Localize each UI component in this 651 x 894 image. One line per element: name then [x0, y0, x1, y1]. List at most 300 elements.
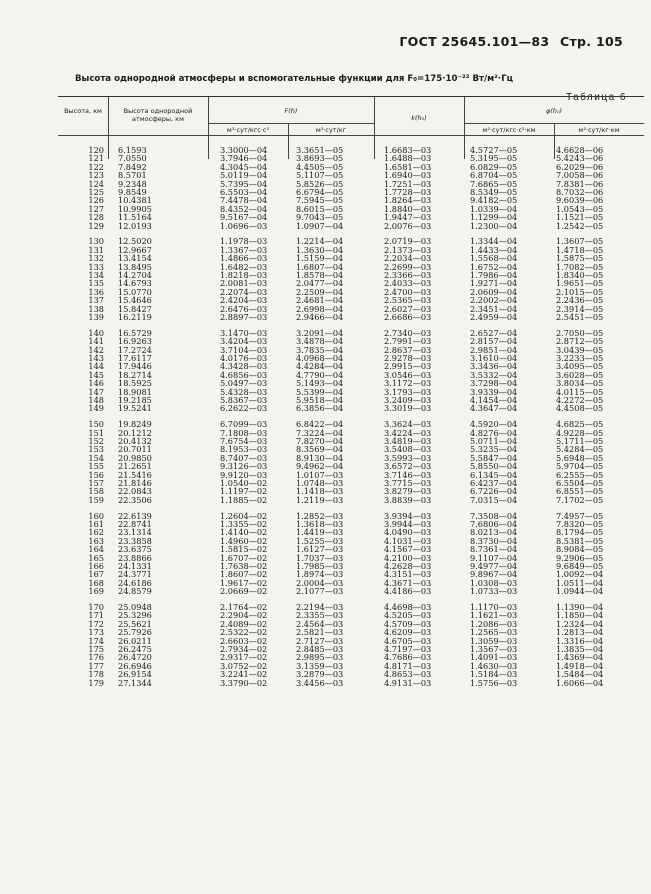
table-cell: 7.1702—05: [556, 494, 604, 505]
table-cell: 2.6686—03: [384, 311, 432, 322]
table-cell: 2.8712—05: [556, 336, 604, 347]
col-phi-unit2: м³·сут/кг·км: [578, 126, 620, 134]
table-cell: 7.8320—05: [556, 519, 604, 530]
table-cell: 7.0315—04: [470, 494, 518, 505]
table-cell: 3.5408—03: [384, 444, 432, 455]
table-cell: 1.9447—03: [384, 212, 432, 223]
table-cell: 2.2034—03: [384, 253, 432, 264]
table-cell: 5.4243—06: [556, 153, 604, 164]
table-cell: 4.0115—05: [556, 386, 604, 397]
table-cell: 4.9131—03: [384, 677, 432, 688]
table-cell: 3.3624—03: [384, 419, 432, 430]
table-cell: 26.2475: [118, 643, 152, 654]
table-cell: 1.4866—03: [220, 253, 268, 264]
table-cell: 1.0543—05: [556, 203, 604, 214]
table-cell: 3.1470—03: [220, 327, 268, 338]
table-cell: 124: [88, 178, 104, 189]
table-cell: 5.9518—04: [296, 394, 344, 405]
table-cell: 6.2622—03: [220, 403, 268, 414]
page-header: [393, 34, 623, 49]
table-cell: 156: [88, 469, 104, 480]
table-cell: 9.2906—05: [556, 552, 604, 563]
table-cell: 2.3451—04: [470, 303, 518, 314]
table-cell: 7.5945—05: [296, 195, 344, 206]
table-cell: 2.5322—02: [220, 627, 268, 638]
table-cell: 4.5920—04: [470, 419, 518, 430]
table-cell: 4.8276—04: [470, 427, 518, 438]
table-cell: 12.9667: [118, 244, 152, 255]
table-cell: 24.8579: [118, 586, 152, 597]
table-cell: 9.4182—05: [470, 195, 518, 206]
table-cell: 2.4204—03: [220, 295, 268, 306]
table-cell: 3.1172—03: [384, 378, 432, 389]
table-cell: 19.2185: [118, 394, 152, 405]
table-cell: 2.1764—02: [220, 602, 268, 613]
table-cell: 7.1808—03: [220, 427, 268, 438]
table-cell: 2.8485—03: [296, 643, 344, 654]
table-cell: 9.4962—04: [296, 461, 344, 472]
table-cell: 175: [88, 643, 104, 654]
table-cell: 4.3045—04: [220, 161, 268, 172]
table-cell: 7.3508—04: [470, 510, 518, 521]
table-cell: 9.8549: [118, 186, 147, 197]
table-cell: 121: [88, 153, 104, 164]
table-cell: 5.9704—05: [556, 461, 604, 472]
table-cell: 2.8897—03: [220, 311, 268, 322]
table-cell: 2.9915—03: [384, 361, 432, 372]
table-cell: 3.7146—03: [384, 469, 432, 480]
table-cell: 6.5503—04: [220, 186, 268, 197]
table-cell: 123: [88, 170, 104, 181]
table-cell: 24.3771: [118, 569, 152, 580]
table-cell: 1.6807—04: [296, 261, 344, 272]
table-cell: 3.9339—04: [470, 386, 518, 397]
table-cell: 1.6752—04: [470, 261, 518, 272]
table-cell: 3.3019—03: [384, 403, 432, 414]
table-cell: 9.4977—04: [470, 560, 518, 571]
table-cell: 4.0490—03: [384, 527, 432, 538]
table-cell: 122: [88, 161, 104, 172]
row-group: [58, 512, 644, 596]
table-cell: 1.5815—02: [220, 544, 268, 555]
table-cell: 155: [88, 461, 104, 472]
table-cell: 6.8422—04: [296, 419, 344, 430]
col-phi-unit1: м³·сут/кгс·с²·км: [482, 126, 536, 134]
gost-number: ГОСТ 25645.101—83: [399, 34, 550, 49]
table-cell: 7.6865—05: [470, 178, 518, 189]
table-cell: 1.3618—03: [296, 519, 344, 530]
col-height: Высота, км: [64, 107, 102, 115]
table-cell: 26.4720: [118, 652, 152, 663]
table-cell: 6.6794—05: [296, 186, 344, 197]
table-cell: 2.0719—03: [384, 236, 432, 247]
table-cell: 6.4237—04: [470, 477, 518, 488]
table-cell: 3.4224—03: [384, 427, 432, 438]
table-cell: 150: [88, 419, 104, 430]
table-cell: 2.2509—04: [296, 286, 344, 297]
table-cell: 2.3914—05: [556, 303, 604, 314]
table-cell: 4.0176—03: [220, 352, 268, 363]
table-cell: 7.6806—04: [470, 519, 518, 530]
table-cell: 134: [88, 269, 104, 280]
table-cell: 1.1521—05: [556, 212, 604, 223]
table-cell: 2.8157—04: [470, 336, 518, 347]
table-cell: 23.1314: [118, 527, 152, 538]
table-cell: 1.6581—03: [384, 161, 432, 172]
table-cell: 147: [88, 386, 104, 397]
table-cell: 1.8218—03: [220, 269, 268, 280]
table-cell: 143: [88, 352, 104, 363]
table-cell: 2.2904—02: [220, 610, 268, 621]
table-cell: 4.2628—03: [384, 560, 432, 571]
table-cell: 21.8146: [118, 477, 152, 488]
table-cell: 7.0058—06: [556, 170, 604, 181]
table-cell: 145: [88, 369, 104, 380]
table-cell: 3.9394—03: [384, 510, 432, 521]
table-cell: 8.0213—04: [470, 527, 518, 538]
table-cell: 3.1793—03: [384, 386, 432, 397]
table-cell: 4.3671—03: [384, 577, 432, 588]
table-cell: 3.8034—05: [556, 378, 604, 389]
table-cell: 1.5255—03: [296, 535, 344, 546]
table-cell: 1.3316—04: [556, 635, 604, 646]
table-cell: 3.1610—04: [470, 352, 518, 363]
table-cell: 127: [88, 203, 104, 214]
table-cell: 133: [88, 261, 104, 272]
table-cell: 2.8637—03: [384, 344, 432, 355]
table-cell: 2.6476—03: [220, 303, 268, 314]
table-cell: 6.5504—05: [556, 477, 604, 488]
table-cell: 2.9895—03: [296, 652, 344, 663]
table-cell: 14.6793: [118, 278, 152, 289]
table-cell: 164: [88, 544, 104, 555]
table-cell: 8.9130—04: [296, 452, 344, 463]
table-cell: 3.8693—05: [296, 153, 344, 164]
table-cell: 2.7127—03: [296, 635, 344, 646]
table-cell: 2.4033—03: [384, 278, 432, 289]
table-cell: 5.5847—04: [470, 452, 518, 463]
table-cell: 2.7991—03: [384, 336, 432, 347]
table-cell: 2.2194—03: [296, 602, 344, 613]
table-cell: 4.4186—03: [384, 586, 432, 597]
table-cell: 7.4957—05: [556, 510, 604, 521]
table-cell: 5.4328—03: [220, 386, 268, 397]
table-cell: 5.1107—05: [296, 170, 344, 181]
table-cell: 1.3367—03: [220, 244, 268, 255]
table-cell: 2.3366—03: [384, 269, 432, 280]
table-cell: 1.8578—04: [296, 269, 344, 280]
table-cell: 1.0733—03: [470, 586, 518, 597]
table-cell: 1.3567—03: [470, 643, 518, 654]
table-cell: 1.4419—03: [296, 527, 344, 538]
table-cell: 2.4700—03: [384, 286, 432, 297]
table-cell: 4.6209—03: [384, 627, 432, 638]
table-cell: 2.0609—04: [470, 286, 518, 297]
table-cell: 9.6849—05: [556, 560, 604, 571]
table-cell: 7.8270—04: [296, 436, 344, 446]
table-cell: 1.9651—05: [556, 278, 604, 289]
table-cell: 3.2409—03: [384, 394, 432, 405]
table-cell: 2.1373—03: [384, 244, 432, 255]
table-cell: 22.0843: [118, 486, 152, 497]
table-label: Таблица 6: [565, 92, 627, 103]
table-cell: 1.0540—02: [220, 477, 268, 488]
table-cell: 26.9154: [118, 669, 152, 680]
table-cell: 1.8840—03: [384, 203, 432, 214]
table-cell: 3.3436—04: [470, 361, 518, 372]
table-cell: 1.3607—05: [556, 236, 604, 247]
table-cell: 7.6754—03: [220, 436, 268, 446]
table-cell: 13.8495: [118, 261, 152, 272]
table-cell: 158: [88, 486, 104, 497]
table-cell: 9.1107—04: [470, 552, 518, 563]
table-cell: 178: [88, 669, 104, 680]
table-cell: 2.9278—03: [384, 352, 432, 363]
table-cell: 8.1953—03: [220, 444, 268, 455]
table-cell: 19.5241: [118, 403, 152, 414]
table-cell: 126: [88, 195, 104, 206]
table-cell: 24.6186: [118, 577, 152, 588]
table-cell: 4.2272—05: [556, 394, 604, 405]
table-cell: 3.0439—05: [556, 344, 604, 355]
table-cell: 2.4959—04: [470, 311, 518, 322]
table-cell: 2.0669—02: [220, 586, 268, 597]
table-cell: 6.2029—06: [556, 161, 604, 172]
table-cell: 8.1794—05: [556, 527, 604, 538]
page-number: Стр. 105: [560, 34, 623, 49]
table-row: [58, 222, 644, 230]
table-cell: 5.7395—04: [220, 178, 268, 189]
table-cell: 1.9271—04: [470, 278, 518, 289]
table-cell: 136: [88, 286, 104, 297]
table-cell: 21.2651: [118, 461, 152, 472]
col-homogeneous: Высота однородной атмосферы, км: [123, 107, 193, 123]
table-cell: 3.7946—04: [220, 153, 268, 164]
table-cell: 3.2091—04: [296, 327, 344, 338]
table-cell: 6.1593: [118, 145, 147, 155]
table-cell: 1.1418—03: [296, 486, 344, 497]
table-cell: 1.0511—04: [556, 577, 604, 588]
table-cell: 8.4352—04: [220, 203, 268, 214]
table-cell: 6.0829—05: [470, 161, 518, 172]
table-cell: 2.0081—03: [220, 278, 268, 289]
col-kh: k(h₀): [411, 114, 427, 122]
table-cell: 172: [88, 618, 104, 629]
table-cell: 1.1170—03: [470, 602, 518, 613]
table-cell: 1.1299—04: [470, 212, 518, 223]
table-cell: 9.6039—06: [556, 195, 604, 206]
table-cell: 8.7032—06: [556, 186, 604, 197]
table-cell: 3.7104—03: [220, 344, 268, 355]
table-cell: 1.0308—03: [470, 577, 518, 588]
table-cell: 1.2086—03: [470, 618, 518, 629]
table-body: [58, 146, 644, 694]
table-cell: 1.0748—03: [296, 477, 344, 488]
table-cell: 144: [88, 361, 104, 372]
table-cell: 1.7251—03: [384, 178, 432, 189]
table-cell: 3.0752—02: [220, 660, 268, 671]
table-cell: 1.4140—02: [220, 527, 268, 538]
table-cell: 8.7407—03: [220, 452, 268, 463]
col-fh-unit1: м³·сут/кгс·с²: [226, 126, 270, 134]
table-cell: 6.8551—05: [556, 486, 604, 497]
table-cell: 148: [88, 394, 104, 405]
table-cell: 3.2879—03: [296, 669, 344, 680]
table-cell: 2.4089—02: [220, 618, 268, 629]
table-cell: 138: [88, 303, 104, 314]
table-cell: 177: [88, 660, 104, 671]
table-cell: 1.2119—03: [296, 494, 344, 505]
table-cell: 17.6117: [118, 352, 152, 363]
table-caption: Высота однородной атмосферы и вспомогательные функции для F₀=175·10⁻²² Вт/м²·Гц: [75, 74, 514, 84]
table-cell: 1.2300—04: [470, 220, 518, 231]
table-cell: 3.5993—03: [384, 452, 432, 463]
table-cell: 1.4718—05: [556, 244, 604, 255]
table-cell: 1.9617—02: [220, 577, 268, 588]
table-cell: 1.6127—03: [296, 544, 344, 555]
table-cell: 171: [88, 610, 104, 621]
table-cell: 128: [88, 212, 104, 223]
table-cell: 1.0907—04: [296, 220, 344, 231]
table-cell: 4.6825—05: [556, 419, 604, 430]
table-cell: 125: [88, 186, 104, 197]
table-cell: 1.5568—04: [470, 253, 518, 264]
table-cell: 3.3000—04: [220, 145, 268, 155]
table-cell: 139: [88, 311, 104, 322]
table-cell: 1.3835—04: [556, 643, 604, 654]
table-cell: 2.5365—03: [384, 295, 432, 306]
table-cell: 1.3630—04: [296, 244, 344, 255]
table-cell: 2.4681—04: [296, 295, 344, 306]
table-cell: 1.5875—05: [556, 253, 604, 264]
table-cell: 4.5727—05: [470, 145, 518, 155]
table-cell: 3.4819—03: [384, 436, 432, 446]
table-cell: 5.8367—03: [220, 394, 268, 405]
table-cell: 1.1197—02: [220, 486, 268, 497]
table-cell: 2.0477—04: [296, 278, 344, 289]
table-cell: 4.6628—06: [556, 145, 604, 155]
table-cell: 5.0119—04: [220, 170, 268, 181]
table-cell: 9.3126—03: [220, 461, 268, 472]
table-cell: 1.2813—04: [556, 627, 604, 638]
table-cell: 1.6482—03: [220, 261, 268, 272]
table-cell: 1.6707—02: [220, 552, 268, 563]
table-cell: 1.0696—03: [220, 220, 268, 231]
table-cell: 1.6683—03: [384, 145, 432, 155]
table-cell: 9.8967—04: [470, 569, 518, 580]
table-cell: 5.5399—04: [296, 386, 344, 397]
table-cell: 6.2555—05: [556, 469, 604, 480]
table-row: [58, 679, 644, 687]
table-cell: 16.9263: [118, 336, 152, 347]
table-cell: 1.8607—02: [220, 569, 268, 580]
table-cell: 4.6856—03: [220, 369, 268, 380]
table-cell: 26.6946: [118, 660, 152, 671]
table-cell: 19.8249: [118, 419, 152, 430]
table-cell: 10.4381: [118, 195, 152, 206]
table-cell: 3.8839—03: [384, 494, 432, 505]
table-cell: 1.1978—03: [220, 236, 268, 247]
table-cell: 154: [88, 452, 104, 463]
table-cell: 1.5159—04: [296, 253, 344, 264]
table-cell: 2.0004—03: [296, 577, 344, 588]
table-cell: 4.7790—04: [296, 369, 344, 380]
table-cell: 26.0211: [118, 635, 152, 646]
row-group: [58, 603, 644, 687]
table-cell: 8.5381—05: [556, 535, 604, 546]
table-cell: 1.0944—04: [556, 586, 604, 597]
table-cell: 1.7986—04: [470, 269, 518, 280]
table-cell: 25.7926: [118, 627, 152, 638]
table-cell: 1.4630—03: [470, 660, 518, 671]
table-cell: 1.8974—03: [296, 569, 344, 580]
table-cell: 2.6603—02: [220, 635, 268, 646]
table-cell: 4.0968—04: [296, 352, 344, 363]
table-cell: 12.0193: [118, 220, 152, 231]
table-cell: 1.8340—05: [556, 269, 604, 280]
table-cell: 4.4698—03: [384, 602, 432, 613]
table-cell: 1.7082—05: [556, 261, 604, 272]
table-cell: 137: [88, 295, 104, 306]
table-cell: 23.8866: [118, 552, 152, 563]
table-cell: 15.0770: [118, 286, 152, 297]
table-cell: 170: [88, 602, 104, 613]
table-cell: 6.8704—05: [470, 170, 518, 181]
col-fh-unit2: м³·сут/кг: [315, 126, 347, 134]
table-cell: 163: [88, 535, 104, 546]
col-phi: φ(h₀): [545, 107, 563, 115]
table-cell: 2.7934—02: [220, 643, 268, 654]
table-cell: 5.8526—05: [296, 178, 344, 189]
table-cell: 8.5701: [118, 170, 147, 181]
table-cell: 2.9851—04: [470, 344, 518, 355]
table-cell: 1.1621—03: [470, 610, 518, 621]
table-cell: 140: [88, 327, 104, 338]
table-cell: 5.4284—05: [556, 444, 604, 455]
table-cell: 3.0546—03: [384, 369, 432, 380]
table-cell: 3.1359—03: [296, 660, 344, 671]
table-cell: 167: [88, 569, 104, 580]
table-cell: 130: [88, 236, 104, 247]
table-cell: 2.7340—03: [384, 327, 432, 338]
table-cell: 166: [88, 560, 104, 571]
table-cell: 4.2100—03: [384, 552, 432, 563]
table-cell: 17.2724: [118, 344, 152, 355]
table-cell: 20.1212: [118, 427, 152, 438]
table-cell: 9.9120—03: [220, 469, 268, 480]
table-cell: 1.2852—03: [296, 510, 344, 521]
table-cell: 25.0948: [118, 602, 152, 613]
table-cell: 3.5332—04: [470, 369, 518, 380]
table-cell: 22.6139: [118, 510, 152, 521]
table-cell: 1.2542—05: [556, 220, 604, 231]
table-cell: 162: [88, 527, 104, 538]
table-cell: 2.3355—03: [296, 610, 344, 621]
table-cell: 1.6066—04: [556, 677, 604, 688]
table-cell: 5.8550—04: [470, 461, 518, 472]
table-cell: 157: [88, 477, 104, 488]
row-group: [58, 237, 644, 321]
table-cell: 18.5925: [118, 378, 152, 389]
table-cell: 2.6027—03: [384, 303, 432, 314]
table-cell: 6.7099—03: [220, 419, 268, 430]
table-cell: 149: [88, 403, 104, 414]
table-cell: 2.2002—04: [470, 295, 518, 306]
table-cell: 169: [88, 586, 104, 597]
table-cell: 4.3428—03: [220, 361, 268, 372]
table-cell: 22.3506: [118, 494, 152, 505]
table-cell: 1.0107—03: [296, 469, 344, 480]
